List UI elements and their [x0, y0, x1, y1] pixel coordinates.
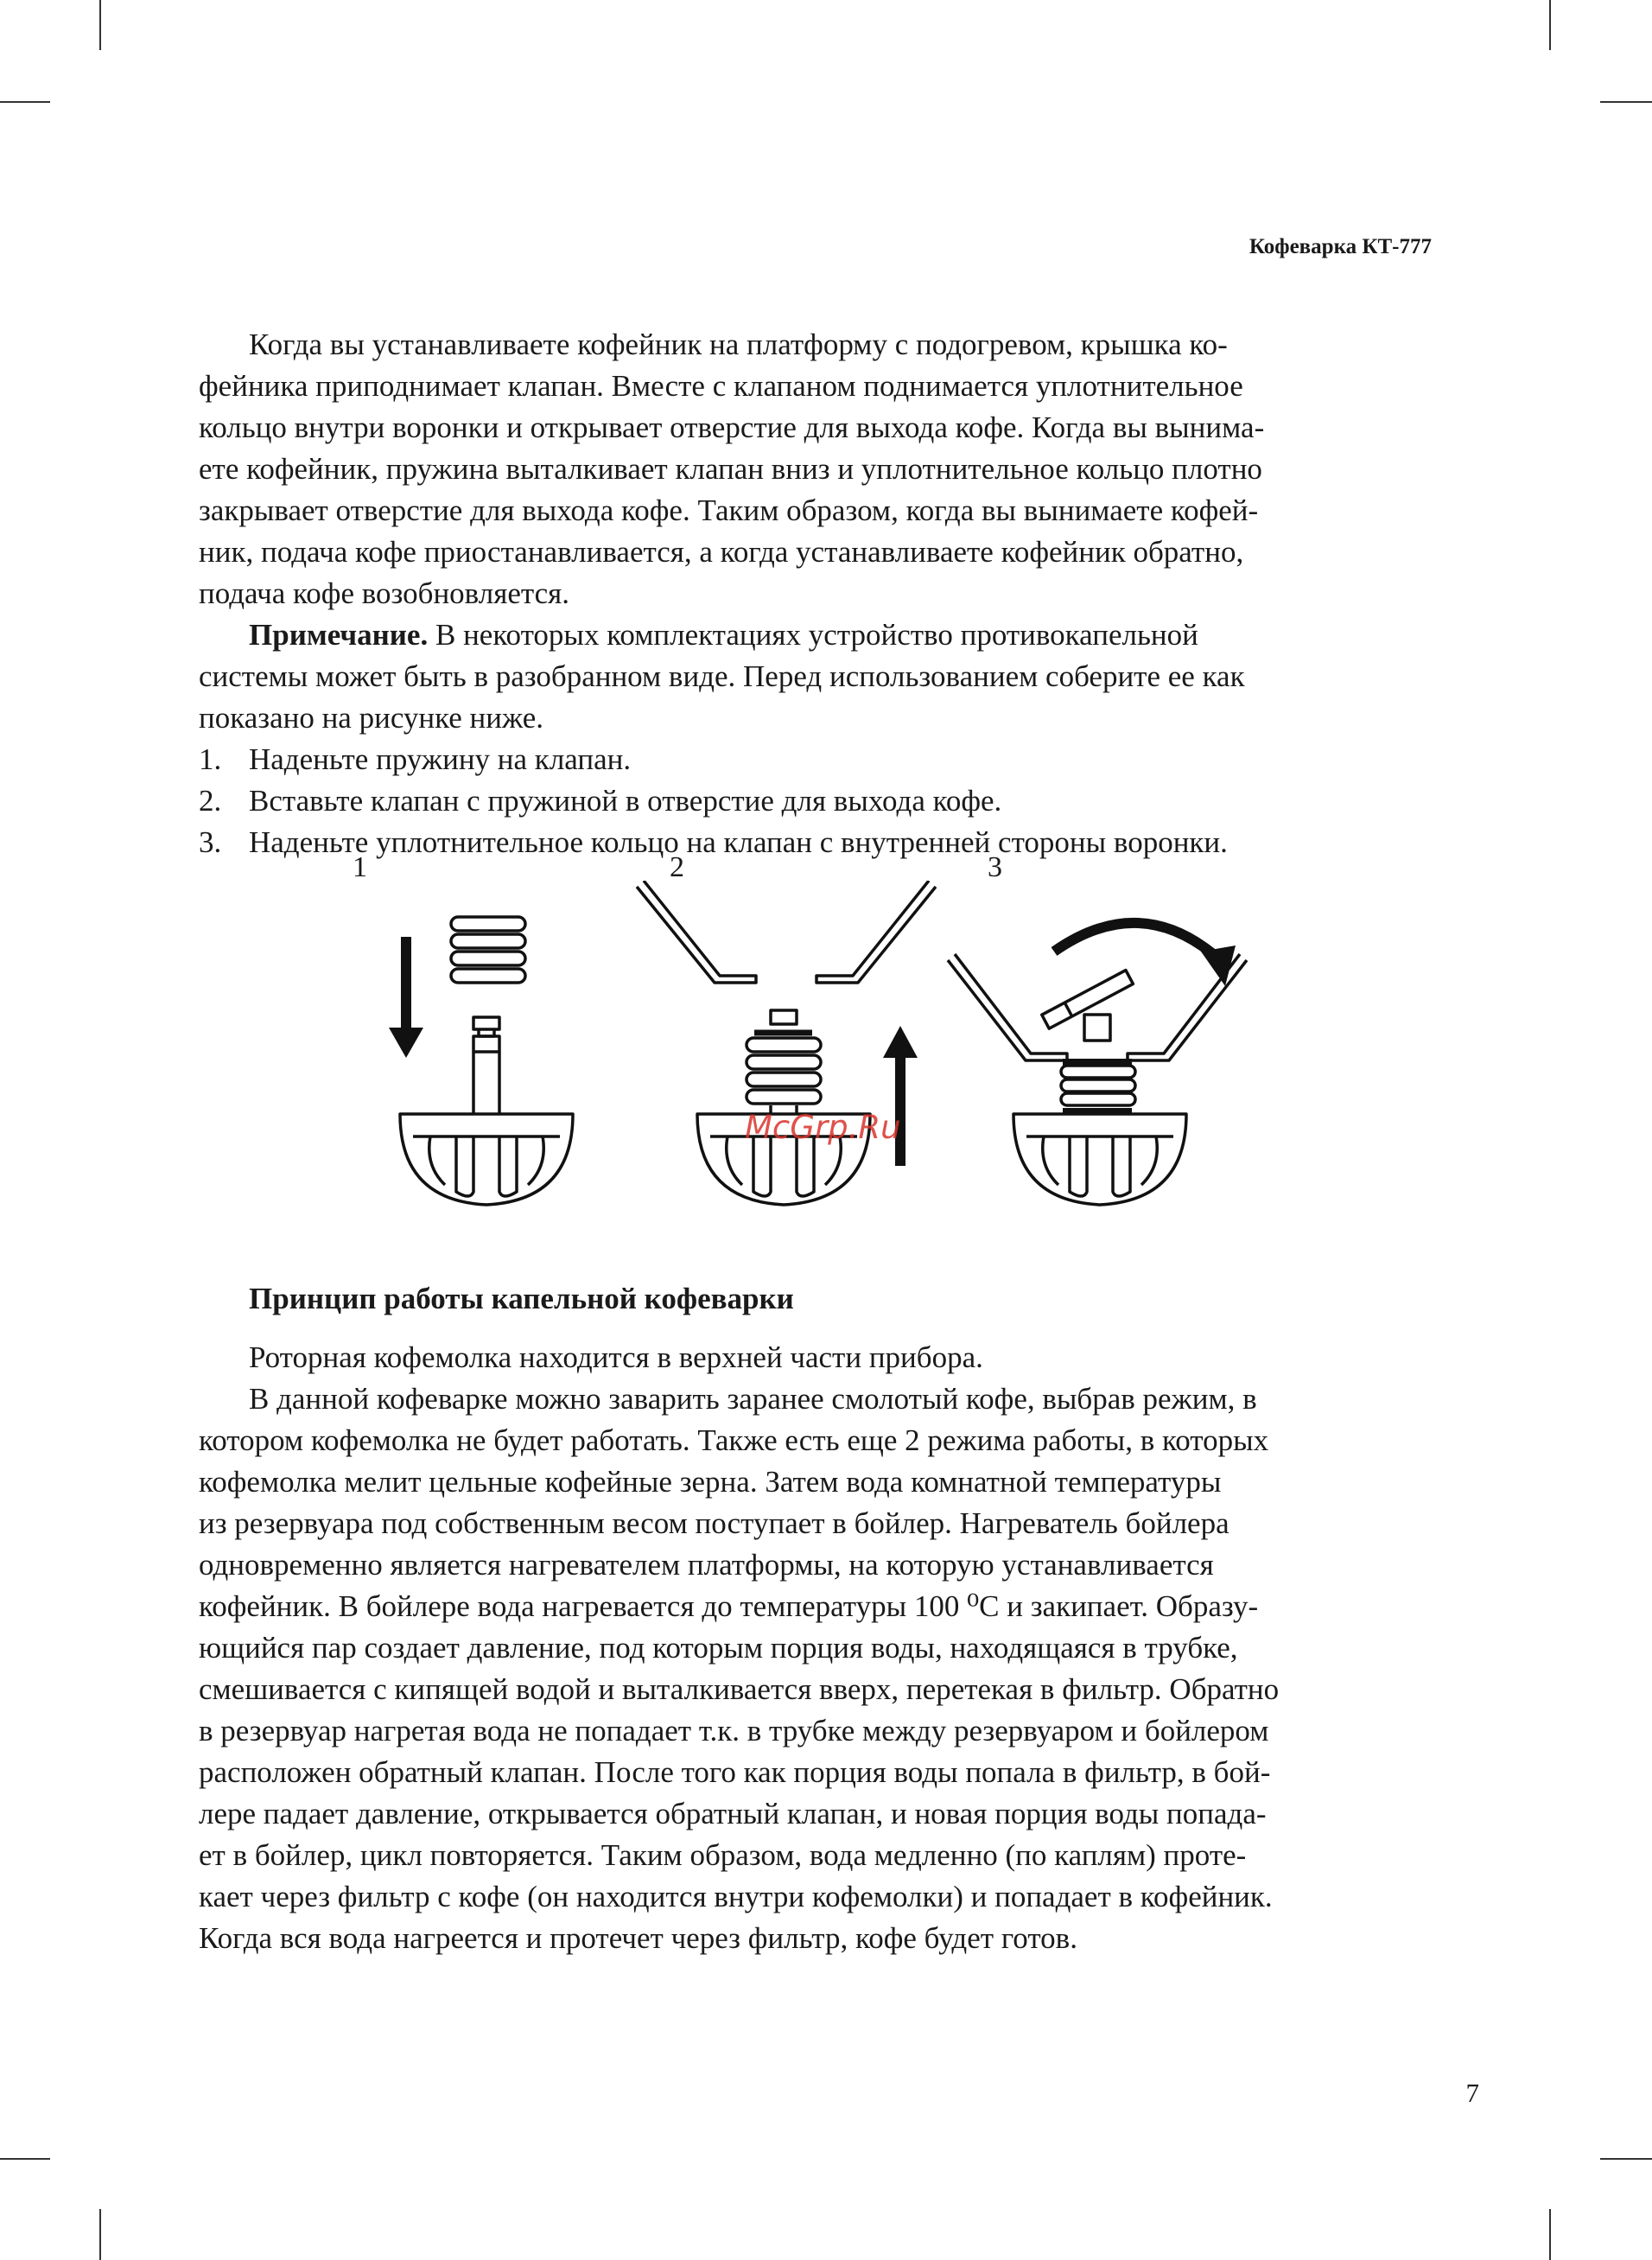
text-line: ете кофейник, пружина выталкивает клапан вниз и уплотнительное кольцо плотно [199, 452, 1262, 486]
text-line: кофемолка мелит цельные кофейные зерна. Затем вода комнатной температуры [199, 1465, 1222, 1499]
step-text: Наденьте пружину на клапан. [249, 742, 632, 776]
crop-mark [99, 2209, 101, 2260]
paragraph-grinder: Роторная кофемолка находится в верхней части прибора. [249, 1340, 983, 1374]
text-line: ет в бойлер, цикл повторяется. Таким образом, вода медленно (по каплям) проте- [199, 1838, 1247, 1872]
text-line: в резервуар нагретая вода не попадает т.к. в трубке между резервуаром и бойлером [199, 1714, 1269, 1748]
text-line: смешивается с кипящей водой и выталкивается вверх, перетекая в фильтр. Обратно [199, 1672, 1280, 1706]
text-line: из резервуара под собственным весом поступает в бойлер. Нагреватель бойлера [199, 1506, 1229, 1540]
figure-label-3: 3 [988, 851, 1002, 883]
step-text: Вставьте клапан с пружиной в отверстие для выхода кофе. [249, 784, 1002, 818]
text-line: системы может быть в разобранном виде. Перед использованием соберите ее как [199, 659, 1245, 693]
assembly-figure [199, 881, 1443, 1270]
paragraph-note [199, 614, 1443, 739]
text-line: ющийся пар создает давление, под которым порция воды, находящаяся в трубке, [199, 1631, 1238, 1665]
text-line: ник, подача кофе приостанавливается, а когда устанавливаете кофейник обратно, [199, 535, 1244, 569]
crop-mark [0, 101, 50, 103]
step-1-diagram [389, 917, 573, 1205]
assembly-steps [199, 739, 1443, 863]
text-line: кофейник. В бойлере вода нагревается до температуры 100 ⁰С и закипает. Образу- [199, 1589, 1259, 1623]
crop-mark [99, 0, 101, 50]
running-header: Кофеварка КТ-777 [1249, 235, 1432, 258]
watermark: McGrp.Ru [745, 1109, 901, 1146]
text-line: фейника приподнимает клапан. Вместе с клапаном поднимается уплотнительное [199, 369, 1243, 403]
text-line: одновременно является нагревателем платформы, на которую устанавливается [199, 1548, 1214, 1582]
text-line: Когда вся вода нагреется и протечет через фильтр, кофе будет готов. [199, 1921, 1077, 1955]
text-line: закрывает отверстие для выхода кофе. Таким образом, когда вы вынимаете кофей- [199, 493, 1259, 527]
figure-label-1: 1 [353, 851, 367, 883]
crop-mark [1549, 0, 1551, 50]
text-line: расположен обратный клапан. После того как порция воды попала в фильтр, в бой- [199, 1755, 1271, 1789]
paragraph-principle [199, 1378, 1443, 1959]
step-2-diagram [637, 881, 936, 1205]
assembly-illustration [199, 881, 1443, 1270]
step-number: 2. [199, 784, 222, 818]
text-line: показано на рисунке ниже. [199, 701, 544, 735]
text-line: лере падает давление, открывается обратный клапан, и новая порция воды попада- [199, 1797, 1267, 1830]
list-item [199, 822, 1443, 863]
list-item [199, 780, 1443, 822]
crop-mark [1600, 2158, 1652, 2160]
note-label: Примечание. [249, 618, 429, 652]
step-number: 1. [199, 742, 222, 776]
figure-label-2: 2 [670, 851, 684, 883]
text-line: В данной кофеварке можно заварить заранее смолотый кофе, выбрав режим, в [249, 1382, 1257, 1416]
step-number: 3. [199, 825, 222, 859]
page-number: 7 [1465, 2078, 1479, 2108]
text-line: подача кофе возобновляется. [199, 576, 569, 610]
text-line: Когда вы устанавливаете кофейник на платформу с подогревом, крышка ко- [249, 328, 1228, 361]
text-line: котором кофемолка не будет работать. Также есть еще 2 режима работы, в которых [199, 1423, 1269, 1457]
crop-mark [1549, 2209, 1551, 2260]
crop-mark [1600, 101, 1652, 103]
text-line: кает через фильтр с кофе (он находится внутри кофемолки) и попадает в кофейник. [199, 1880, 1273, 1913]
text-line: кольцо внутри воронки и открывает отверстие для выхода кофе. Когда вы вынима- [199, 411, 1265, 444]
paragraph-valve [199, 324, 1443, 614]
list-item [199, 739, 1443, 780]
step-text: Наденьте уплотнительное кольцо на клапан с внутренней стороны воронки. [249, 825, 1228, 859]
crop-mark [0, 2158, 50, 2160]
step-3-diagram [948, 923, 1247, 1205]
text-line: В некоторых комплектациях устройство противокапельной [428, 618, 1198, 652]
section-heading: Принцип работы капельной кофеварки [249, 1282, 794, 1315]
